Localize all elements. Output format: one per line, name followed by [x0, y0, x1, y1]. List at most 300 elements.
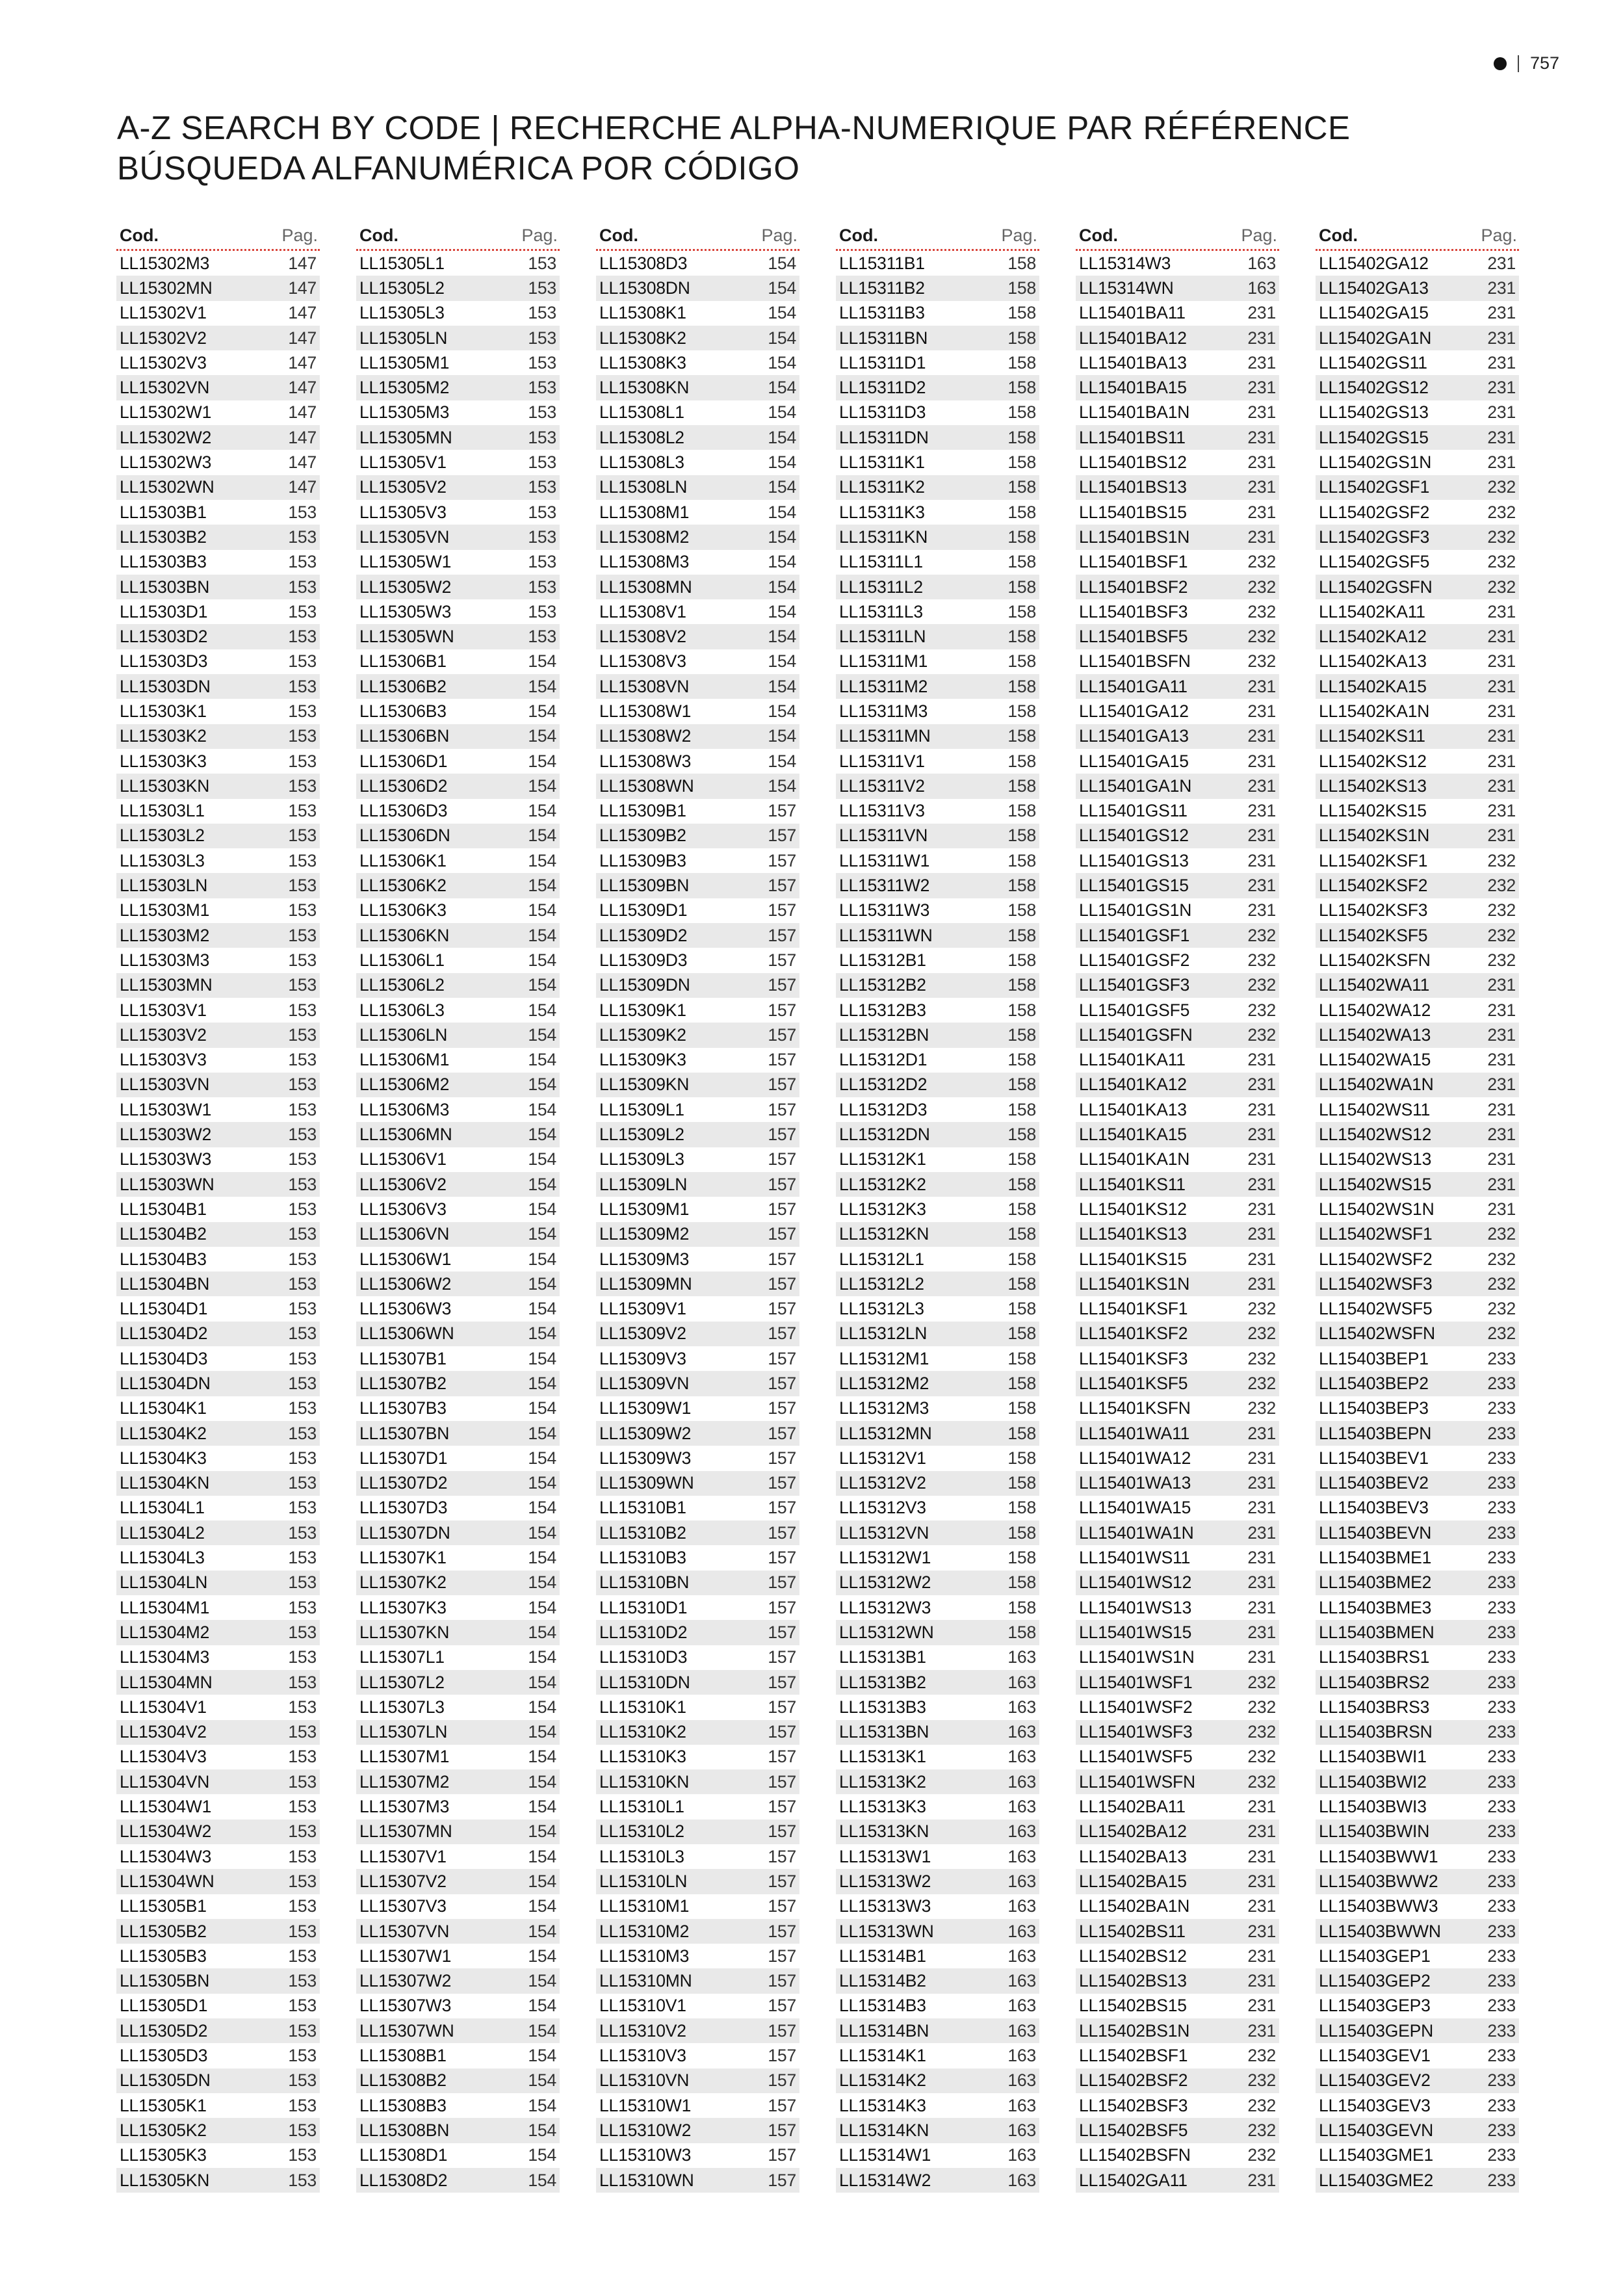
product-code: LL15314K2 [839, 2070, 926, 2091]
product-code: LL15402GSF1 [1319, 477, 1430, 497]
page-ref: 163 [1007, 2070, 1036, 2091]
page-ref: 157 [768, 1448, 796, 1468]
product-code: LL15309B1 [599, 801, 686, 821]
index-row [836, 2093, 1039, 2118]
index-row [1076, 998, 1279, 1023]
page-ref: 231 [1247, 1548, 1276, 1568]
product-code: LL15304B1 [120, 1199, 207, 1219]
page-ref: 231 [1487, 1099, 1516, 1119]
page-ref: 231 [1247, 1423, 1276, 1443]
product-code: LL15307D2 [359, 1473, 448, 1493]
index-row [596, 1073, 799, 1097]
product-code: LL15310V2 [599, 2020, 686, 2041]
index-row [596, 724, 799, 749]
column-header [356, 225, 560, 251]
page-ref: 232 [1247, 2145, 1276, 2165]
index-row [116, 1844, 320, 1869]
index-row [1316, 1620, 1519, 1645]
page-ref: 153 [288, 502, 317, 522]
page-ref: 153 [288, 801, 317, 821]
page-ref: 154 [528, 1548, 556, 1568]
index-row [356, 1471, 560, 1496]
index-row [596, 2018, 799, 2043]
product-code: LL15312B1 [839, 950, 926, 970]
page-ref: 158 [1007, 1224, 1036, 1244]
product-code: LL15401BS1N [1079, 527, 1190, 547]
index-row [116, 301, 320, 326]
product-code: LL15402KSF3 [1319, 900, 1428, 920]
index-row [356, 1073, 560, 1097]
product-code: LL15303MN [120, 975, 213, 995]
page-ref: 157 [768, 1199, 796, 1219]
product-code: LL15402KA11 [1319, 601, 1425, 621]
product-code: LL15312VN [839, 1522, 929, 1543]
index-row [596, 2168, 799, 2193]
index-row [356, 848, 560, 873]
product-code: LL15310VN [599, 2070, 690, 2091]
page-ref: 157 [768, 1896, 796, 1916]
page-ref: 231 [1247, 1099, 1276, 1119]
header-pag: Pag. [761, 226, 798, 245]
page-ref: 231 [1487, 801, 1516, 821]
page-ref: 154 [768, 751, 796, 771]
index-row [1076, 500, 1279, 525]
product-code: LL15401WS13 [1079, 1597, 1192, 1617]
index-row [356, 1695, 560, 1719]
index-row [356, 475, 560, 500]
index-row [1316, 251, 1519, 276]
product-code: LL15309W2 [599, 1423, 692, 1443]
product-code: LL15312L2 [839, 1273, 924, 1294]
index-row [836, 1322, 1039, 1346]
product-code: LL15307BN [359, 1423, 450, 1443]
index-row [116, 1720, 320, 1745]
product-code: LL15311W3 [839, 900, 930, 920]
product-code: LL15401KS12 [1079, 1199, 1187, 1219]
product-code: LL15304M3 [120, 1647, 210, 1667]
product-code: LL15303LN [120, 876, 208, 896]
page-ref: 231 [1487, 776, 1516, 796]
page-ref: 157 [768, 1771, 796, 1792]
index-row [1076, 1296, 1279, 1321]
product-code: LL15402WSF1 [1319, 1224, 1433, 1244]
product-code: LL15309V1 [599, 1299, 686, 1319]
index-row [116, 1172, 320, 1197]
page-ref: 158 [1007, 402, 1036, 423]
index-row [1076, 1122, 1279, 1147]
page-ref: 157 [768, 2020, 796, 2041]
index-row [836, 1023, 1039, 1047]
index-row [1076, 1769, 1279, 1794]
product-code: LL15402KA12 [1319, 627, 1427, 647]
product-code: LL15402BS11 [1079, 1921, 1186, 1941]
product-code: LL15311M3 [839, 701, 928, 721]
page-ref: 157 [768, 900, 796, 920]
index-row [836, 599, 1039, 624]
page-ref: 158 [1007, 1299, 1036, 1319]
product-code: LL15302V1 [120, 303, 207, 323]
page-ref: 233 [1487, 2070, 1516, 2091]
page-ref: 231 [1487, 1199, 1516, 1219]
index-row [116, 749, 320, 774]
index-row [1316, 2118, 1519, 2143]
product-code: LL15401KA15 [1079, 1125, 1187, 1145]
index-row [356, 973, 560, 998]
index-row [116, 1247, 320, 1272]
product-code: LL15313W3 [839, 1896, 931, 1916]
header-cod: Cod. [1319, 226, 1358, 245]
index-row [1316, 550, 1519, 575]
page-ref: 231 [1247, 726, 1276, 746]
product-code: LL15309M1 [599, 1199, 690, 1219]
index-row [116, 1645, 320, 1670]
page-ref: 163 [1247, 253, 1276, 273]
index-row [596, 1048, 799, 1073]
index-row [836, 1197, 1039, 1221]
page-ref: 157 [768, 826, 796, 846]
index-row [836, 1620, 1039, 1645]
page-ref: 153 [288, 1597, 317, 1617]
index-row [116, 550, 320, 575]
product-code: LL15401BA1N [1079, 402, 1190, 423]
page-ref: 232 [1247, 2046, 1276, 2066]
index-row [836, 1520, 1039, 1545]
index-row [596, 500, 799, 525]
page-ref: 157 [768, 1846, 796, 1866]
product-code: LL15308W3 [599, 751, 692, 771]
page-ref: 231 [1247, 303, 1276, 323]
page-ref: 158 [1007, 801, 1036, 821]
page-ref: 154 [768, 502, 796, 522]
page-ref: 158 [1007, 876, 1036, 896]
index-row [116, 1197, 320, 1221]
index-row [1076, 326, 1279, 350]
index-row [1076, 1520, 1279, 1545]
product-code: LL15403BRSN [1319, 1722, 1433, 1742]
page-ref: 153 [288, 1821, 317, 1842]
page-ref: 154 [528, 1299, 556, 1319]
page-ref: 231 [1487, 751, 1516, 771]
index-row [836, 1695, 1039, 1719]
product-code: LL15403BEP1 [1319, 1348, 1429, 1368]
page-ref: 154 [528, 1821, 556, 1842]
product-code: LL15305DN [120, 2070, 211, 2091]
page-ref: 157 [768, 801, 796, 821]
index-row [356, 624, 560, 649]
page-ref: 231 [1487, 402, 1516, 423]
page-ref: 232 [1247, 2070, 1276, 2091]
page-ref: 231 [1247, 850, 1276, 870]
index-row [596, 1396, 799, 1421]
product-code: LL15303V1 [120, 1000, 207, 1020]
page-ref: 233 [1487, 1622, 1516, 1642]
page-ref: 163 [1007, 1921, 1036, 1941]
product-code: LL15308D1 [359, 2145, 448, 2165]
product-code: LL15403BME3 [1319, 1597, 1432, 1617]
index-row [116, 699, 320, 724]
product-code: LL15307M3 [359, 1797, 450, 1817]
product-code: LL15302VN [120, 378, 210, 398]
index-row [1076, 1595, 1279, 1620]
index-row [356, 2143, 560, 2168]
page-ref: 158 [1007, 1324, 1036, 1344]
index-row [1316, 948, 1519, 972]
index-row [1076, 1023, 1279, 1047]
page-ref: 154 [768, 352, 796, 372]
product-code: LL15402GA12 [1319, 253, 1429, 273]
index-row [116, 1296, 320, 1321]
product-code: LL15314B3 [839, 1996, 926, 2016]
index-row [836, 1545, 1039, 1570]
index-row [116, 475, 320, 500]
page-ref: 163 [1007, 1996, 1036, 2016]
index-row [1316, 749, 1519, 774]
page-ref: 154 [528, 1125, 556, 1145]
index-row [1076, 649, 1279, 674]
column-body [836, 251, 1039, 2193]
product-code: LL15310W1 [599, 2095, 692, 2115]
page-ref: 233 [1487, 1548, 1516, 1568]
index-row [836, 1720, 1039, 1745]
page-ref: 153 [288, 2095, 317, 2115]
index-row [836, 400, 1039, 425]
page-ref: 157 [768, 2145, 796, 2165]
page-ref: 158 [1007, 1597, 1036, 1617]
page-ref: 154 [528, 1249, 556, 1269]
product-code: LL15314BN [839, 2020, 929, 2041]
product-code: LL15311V2 [839, 776, 925, 796]
index-row [836, 276, 1039, 300]
page-ref: 158 [1007, 1099, 1036, 1119]
product-code: LL15313B2 [839, 1672, 926, 1692]
page-ref: 232 [1247, 975, 1276, 995]
product-code: LL15401GS11 [1079, 801, 1188, 821]
page-ref: 157 [768, 2120, 796, 2140]
page-ref: 231 [1247, 1448, 1276, 1468]
index-row [836, 2168, 1039, 2193]
page-ref: 232 [1247, 2095, 1276, 2115]
index-row [116, 1446, 320, 1470]
code-index-grid [116, 225, 1519, 2193]
product-code: LL15401WSF5 [1079, 1747, 1193, 1767]
product-code: LL15308V1 [599, 601, 686, 621]
index-row [1076, 301, 1279, 326]
page-ref: 232 [1247, 1771, 1276, 1792]
product-code: LL15401GSF1 [1079, 925, 1190, 945]
page-ref: 154 [768, 651, 796, 672]
product-code: LL15304D3 [120, 1348, 208, 1368]
product-code: LL15401BSFN [1079, 651, 1191, 672]
product-code: LL15303D3 [120, 651, 208, 672]
product-code: LL15311DN [839, 427, 929, 447]
page-ref: 233 [1487, 2120, 1516, 2140]
product-code: LL15403BWW2 [1319, 1871, 1438, 1891]
page-ref: 154 [528, 876, 556, 896]
product-code: LL15402GA1N [1319, 328, 1432, 348]
index-row [836, 2018, 1039, 2043]
product-code: LL15312L1 [839, 1249, 924, 1269]
index-row [1316, 1944, 1519, 1968]
product-code: LL15314K3 [839, 2095, 926, 2115]
page-ref: 153 [288, 552, 317, 572]
page-ref: 232 [1487, 527, 1516, 547]
index-row [1076, 1545, 1279, 1570]
product-code: LL15305WN [359, 627, 454, 647]
index-row [596, 1446, 799, 1470]
index-row [116, 1968, 320, 1993]
product-code: LL15403BRS2 [1319, 1672, 1430, 1692]
page-ref: 231 [1487, 452, 1516, 473]
index-row [1316, 1296, 1519, 1321]
product-code: LL15312D1 [839, 1050, 928, 1070]
index-row [596, 1147, 799, 1172]
product-code: LL15401WA11 [1079, 1423, 1190, 1443]
column-header [116, 225, 320, 251]
index-row [116, 1794, 320, 1819]
product-code: LL15311V3 [839, 801, 925, 821]
page-ref: 232 [1487, 552, 1516, 572]
index-row [356, 1794, 560, 1819]
product-code: LL15401KSF5 [1079, 1374, 1188, 1393]
index-row [1316, 301, 1519, 326]
page-ref: 153 [288, 850, 317, 870]
product-code: LL15305K2 [120, 2120, 207, 2140]
page-ref: 231 [1487, 1075, 1516, 1095]
header-cod: Cod. [120, 226, 159, 245]
page-ref: 163 [1007, 1722, 1036, 1742]
page-ref: 154 [768, 278, 796, 298]
index-row [116, 1346, 320, 1371]
product-code: LL15401GSF2 [1079, 950, 1190, 970]
product-code: LL15313K3 [839, 1797, 926, 1817]
page-ref: 154 [528, 975, 556, 995]
page-ref: 153 [288, 1398, 317, 1418]
page-ref: 153 [288, 900, 317, 920]
index-row [596, 1745, 799, 1769]
index-row [1076, 2068, 1279, 2093]
index-row [1316, 724, 1519, 749]
page-ref: 154 [528, 1647, 556, 1667]
page-ref: 231 [1487, 1125, 1516, 1145]
product-code: LL15308M1 [599, 502, 690, 522]
header-pag: Pag. [1001, 226, 1037, 245]
index-row [836, 824, 1039, 848]
page-ref: 232 [1247, 1024, 1276, 1045]
product-code: LL15402KS15 [1319, 801, 1427, 821]
page-ref: 153 [288, 2046, 317, 2066]
product-code: LL15306M3 [359, 1099, 450, 1119]
page-ref: 233 [1487, 1448, 1516, 1468]
page-ref: 153 [288, 701, 317, 721]
page-ref: 157 [768, 1473, 796, 1493]
product-code: LL15304B2 [120, 1224, 207, 1244]
product-code: LL15402BA13 [1079, 1846, 1187, 1866]
product-code: LL15401KS13 [1079, 1224, 1187, 1244]
product-code: LL15305LN [359, 328, 448, 348]
index-row [116, 1944, 320, 1968]
product-code: LL15303V2 [120, 1024, 207, 1045]
product-code: LL15302M3 [120, 253, 210, 273]
page-ref: 154 [528, 900, 556, 920]
page-ref: 231 [1247, 1522, 1276, 1543]
index-row [1316, 1147, 1519, 1172]
index-row [596, 2143, 799, 2168]
page-ref: 154 [768, 378, 796, 398]
index-row [1076, 1272, 1279, 1296]
index-row [836, 550, 1039, 575]
page-ref: 158 [1007, 776, 1036, 796]
product-code: LL15401KA1N [1079, 1149, 1190, 1169]
product-code: LL15403BME2 [1319, 1572, 1432, 1593]
page-ref: 233 [1487, 1771, 1516, 1792]
product-code: LL15310D3 [599, 1647, 688, 1667]
index-row [836, 1496, 1039, 1520]
page-ref: 231 [1247, 1050, 1276, 1070]
product-code: LL15311W1 [839, 850, 930, 870]
page-ref: 231 [1487, 352, 1516, 372]
index-row [596, 1471, 799, 1496]
index-row [356, 1147, 560, 1172]
product-code: LL15303WN [120, 1174, 214, 1194]
page-ref: 158 [1007, 1125, 1036, 1145]
page-ref: 154 [528, 1448, 556, 1468]
page-ref: 154 [768, 627, 796, 647]
index-row [596, 450, 799, 475]
index-row [116, 898, 320, 923]
product-code: LL15303L1 [120, 801, 205, 821]
index-row [596, 1496, 799, 1520]
page-ref: 154 [528, 1871, 556, 1891]
index-row [356, 774, 560, 798]
product-code: LL15314WN [1079, 278, 1174, 298]
product-code: LL15401WS11 [1079, 1548, 1191, 1568]
index-row [836, 1296, 1039, 1321]
product-code: LL15401GSFN [1079, 1024, 1193, 1045]
index-row [1076, 1820, 1279, 1844]
product-code: LL15312LN [839, 1324, 928, 1344]
page-ref: 233 [1487, 2145, 1516, 2165]
product-code: LL15403GEVN [1319, 2120, 1434, 2140]
page-ref: 163 [1007, 1971, 1036, 1991]
page-ref: 163 [1007, 2170, 1036, 2190]
page-ref: 147 [288, 427, 317, 447]
page-ref: 153 [528, 627, 556, 647]
index-row [116, 1147, 320, 1172]
product-code: LL15401BS13 [1079, 477, 1187, 497]
product-code: LL15310W2 [599, 2120, 692, 2140]
product-code: LL15401WA12 [1079, 1448, 1191, 1468]
product-code: LL15311K2 [839, 477, 925, 497]
product-code: LL15306B2 [359, 676, 447, 696]
page-ref: 147 [288, 303, 317, 323]
index-row [836, 1968, 1039, 1993]
product-code: LL15401BSF2 [1079, 577, 1188, 597]
product-code: LL15311WN [839, 925, 933, 945]
page-ref: 153 [528, 502, 556, 522]
page-ref: 153 [288, 1374, 317, 1393]
index-row [356, 923, 560, 948]
page-ref: 153 [288, 1722, 317, 1742]
index-row [356, 400, 560, 425]
page-ref: 158 [1007, 1199, 1036, 1219]
page-ref: 154 [528, 1324, 556, 1344]
index-row [836, 1247, 1039, 1272]
index-row [596, 2118, 799, 2143]
index-row [356, 2118, 560, 2143]
product-code: LL15304M1 [120, 1597, 210, 1617]
index-row [596, 2043, 799, 2068]
page-ref: 154 [528, 1921, 556, 1941]
